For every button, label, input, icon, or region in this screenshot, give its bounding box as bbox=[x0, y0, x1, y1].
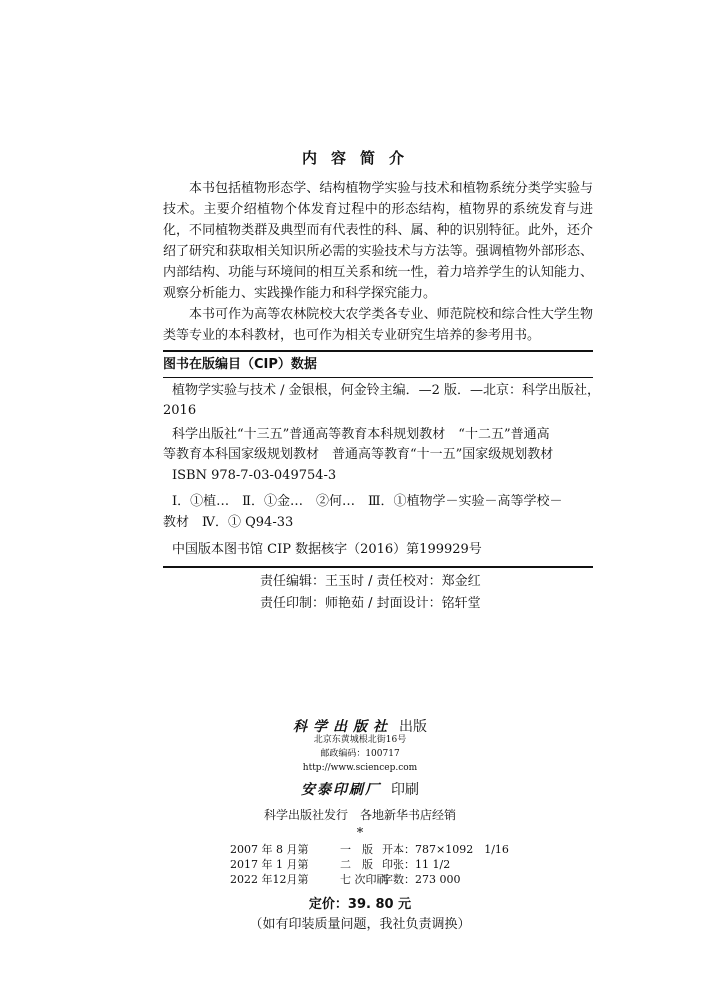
cip-series-line-2: 等教育本科国家级规划教材 普通高等教育“十一五”国家级规划教材 bbox=[163, 447, 554, 462]
publisher-address: 北京东黄城根北街16号 bbox=[313, 735, 407, 745]
edition-date: 2022 年12月第 bbox=[230, 873, 309, 886]
intro-paragraph-2: 本书可作为高等农林院校大农学类各专业、师范院校和综合性大学生物类等专业的本科教材，也可作为相关专业研究生培养的参考用书。 bbox=[163, 307, 593, 343]
printer-logo: 安泰印刷厂 bbox=[301, 782, 381, 798]
edition-row bbox=[230, 857, 512, 872]
cip-entry-line-2: 2016 bbox=[163, 403, 197, 418]
price: 定价：39. 80 元 bbox=[308, 897, 412, 912]
cip-number: 中国版本图书馆 CIP 数据核字（2016）第199929号 bbox=[172, 542, 482, 557]
quality-notice: （如有印装质量问题，我社负责调换） bbox=[249, 917, 471, 932]
distribution-line: 科学出版社发行 各地新华书店经销 bbox=[263, 808, 456, 822]
intro-paragraph-1: 本书包括植物形态学、结构植物学实验与技术和植物系统分类学实验与技术。主要介绍植物个体发育过程中的形态结构，植物界的系统发育与进化，不同植物类群及典型而有代表性的科、属、种的识别特征。此外，还介绍了研究和获取相关知识所必需的实验技术与方法等。强调植物外部形态、内部结构、功能与环境间的相互关系和统一性，着力培养学生的认知能力、观察分析能力、实践操作能力和科学探究能力。 bbox=[163, 181, 593, 301]
intro-title: 内容简介 bbox=[301, 149, 418, 167]
cip-subject-line-2: 教材 Ⅳ．① Q94-33 bbox=[163, 515, 294, 530]
edition-number: 七 次印刷 bbox=[340, 873, 388, 886]
edition-spec: 印张：11 1/2 bbox=[382, 858, 451, 871]
publisher-suffix: 出版 bbox=[399, 719, 427, 735]
cip-entry-line-1: 植物学实验与技术 / 金银根，何金铃主编．—2 版．—北京：科学出版社， bbox=[172, 383, 601, 398]
edition-spec: 开本：787×1092 1/16 bbox=[382, 843, 509, 856]
credits-line-2: 责任印制：师艳茹 / 封面设计：铭轩堂 bbox=[260, 596, 481, 611]
cip-heading: 图书在版编目（CIP）数据 bbox=[163, 352, 593, 378]
edition-spec: 字数：273 000 bbox=[382, 873, 461, 886]
publisher-postcode: 邮政编码：100717 bbox=[320, 749, 400, 759]
edition-row bbox=[230, 842, 512, 857]
publisher-logo: 科学出版社 bbox=[293, 719, 393, 735]
credits-line-1: 责任编辑：王玉时 / 责任校对：郑金红 bbox=[260, 574, 481, 589]
cip-series-line-1: 科学出版社“十三五”普通高等教育本科规划教材 “十二五”普通高 bbox=[172, 427, 550, 442]
cip-subject-line-1: Ⅰ．①植… Ⅱ．①金… ②何… Ⅲ．①植物学－实验－高等学校－ bbox=[172, 494, 563, 509]
edition-number: 二 版 bbox=[340, 858, 373, 871]
printer-line bbox=[0, 779, 720, 799]
edition-number: 一 版 bbox=[340, 843, 373, 856]
edition-date: 2017 年 1 月第 bbox=[230, 858, 309, 871]
edition-table bbox=[230, 842, 512, 887]
intro-text bbox=[163, 178, 593, 346]
edition-row bbox=[230, 872, 512, 887]
cip-isbn: ISBN 978-7-03-049754-3 bbox=[172, 468, 337, 483]
publisher-website: http://www.sciencep.com bbox=[302, 763, 418, 773]
printer-suffix: 印刷 bbox=[391, 782, 419, 798]
edition-date: 2007 年 8 月第 bbox=[230, 843, 309, 856]
separator-star: * bbox=[356, 826, 364, 841]
